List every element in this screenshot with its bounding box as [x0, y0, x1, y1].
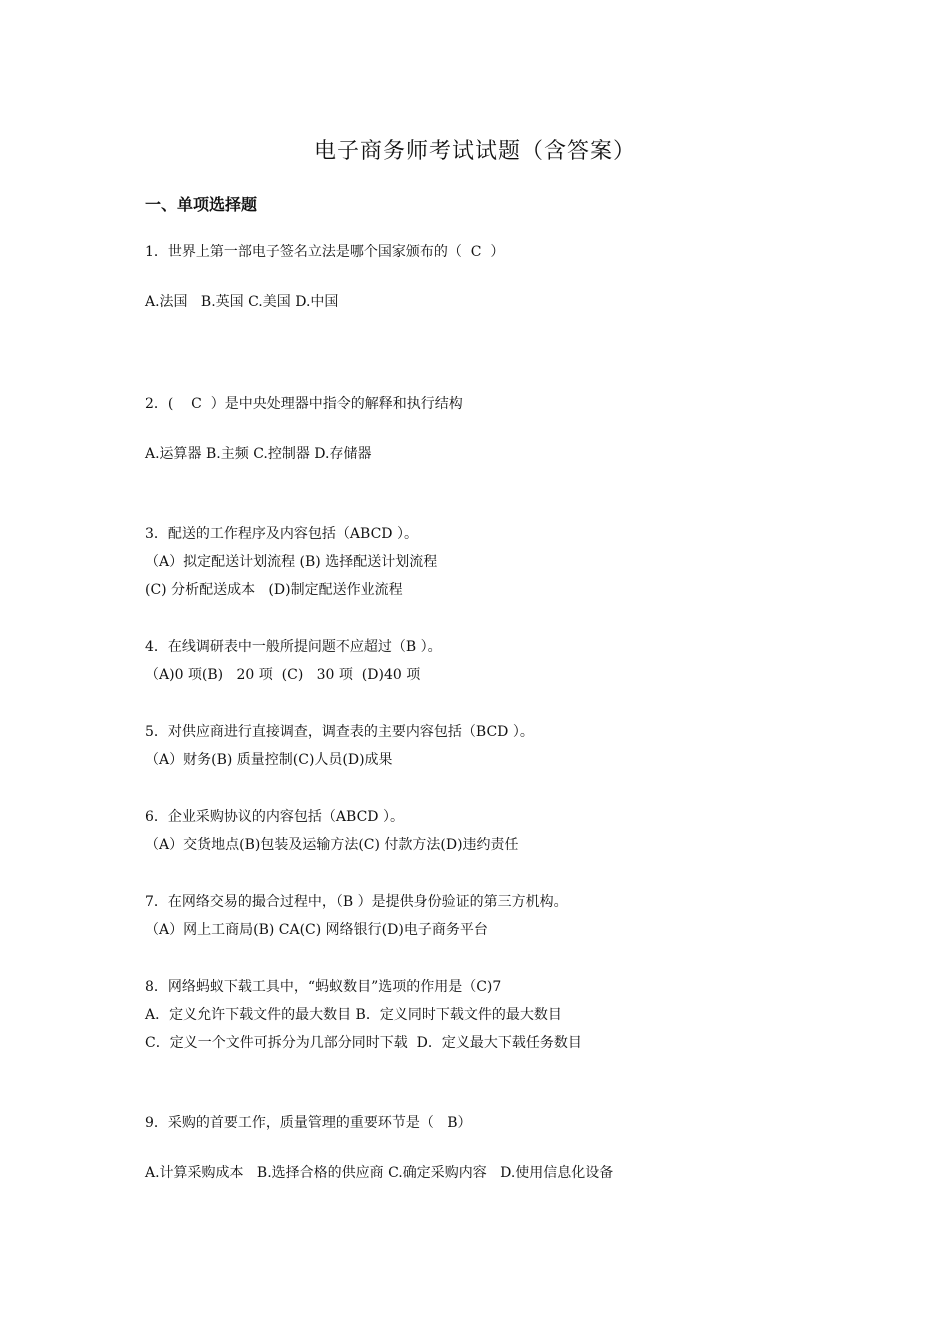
question-7-stem: 7．在网络交易的撮合过程中，（B ）是提供身份验证的第三方机构。 — [145, 894, 568, 910]
question-1-options: A.法国 B.英国 C.美国 D.中国 — [145, 294, 339, 310]
question-4-options: （A)0 项(B) 20 项 (C) 30 项 (D)40 项 — [145, 667, 421, 683]
question-3-stem: 3．配送的工作程序及内容包括（ABCD ）。 — [145, 526, 418, 542]
question-6-options: （A）交货地点(B)包装及运输方法(C) 付款方法(D)违约责任 — [145, 837, 519, 853]
question-7-options: （A）网上工商局(B) CA(C) 网络银行(D)电子商务平台 — [145, 922, 488, 938]
section-heading: 一、单项选择题 — [145, 195, 258, 214]
question-9-stem: 9．采购的首要工作，质量管理的重要环节是（ B） — [145, 1115, 472, 1131]
question-8-options-line-2: C．定义一个文件可拆分为几部分同时下载 D．定义最大下载任务数目 — [145, 1035, 582, 1051]
question-2-stem: 2．( C ）是中央处理器中指令的解释和执行结构 — [145, 396, 463, 412]
document-title: 电子商务师考试试题（含答案） — [313, 139, 636, 164]
question-5-stem: 5．对供应商进行直接调查，调查表的主要内容包括（BCD ）。 — [145, 724, 534, 740]
question-5-options: （A）财务(B) 质量控制(C)人员(D)成果 — [145, 752, 393, 768]
question-3-options-line-1: （A）拟定配送计划流程 (B) 选择配送计划流程 — [145, 554, 438, 570]
question-1-stem: 1．世界上第一部电子签名立法是哪个国家颁布的（ C ） — [145, 244, 505, 260]
question-8-stem: 8．网络蚂蚁下载工具中，“蚂蚁数目”选项的作用是（C)7 — [145, 979, 502, 995]
question-4-stem: 4．在线调研表中一般所提问题不应超过（B ）。 — [145, 639, 442, 655]
question-9-options: A.计算采购成本 B.选择合格的供应商 C.确定采购内容 D.使用信息化设备 — [145, 1165, 614, 1181]
question-8-options-line-1: A．定义允许下载文件的最大数目 B．定义同时下载文件的最大数目 — [145, 1007, 562, 1023]
question-6-stem: 6．企业采购协议的内容包括（ABCD ）。 — [145, 809, 404, 825]
question-2-options: A.运算器 B.主频 C.控制器 D.存储器 — [145, 446, 372, 462]
question-3-options-line-2: (C) 分析配送成本 (D)制定配送作业流程 — [145, 582, 403, 598]
